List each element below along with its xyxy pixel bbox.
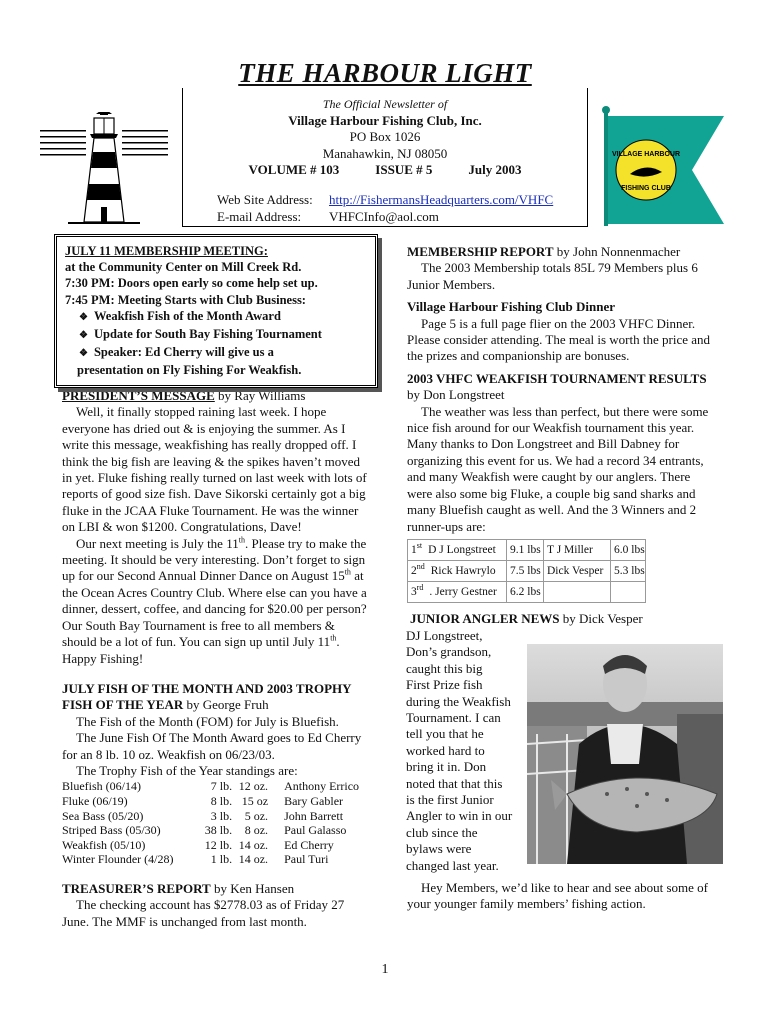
results-runner-up: T J Miller	[544, 539, 611, 560]
junior-line: during the Weakfish	[406, 693, 511, 709]
right-column	[407, 244, 717, 603]
web-label: Web Site Address:	[217, 191, 313, 207]
junior-line: DJ Longstreet,	[406, 628, 483, 643]
issue: ISSUE # 5	[375, 162, 433, 177]
meeting-bullet: ❖ Weakfish Fish of the Month Award	[65, 308, 367, 326]
junior-line: tell you that he	[406, 726, 484, 742]
svg-text:FISHING CLUB: FISHING CLUB	[621, 185, 671, 192]
meeting-last-line: presentation on Fly Fishing For Weakfish.	[77, 363, 302, 378]
trophy-lb: 1 lb.	[210, 852, 233, 867]
meeting-line2: 7:30 PM: Doors open early so come help set up.	[65, 276, 318, 291]
meeting-box	[54, 234, 378, 388]
membership-byline: by John Nonnenmacher	[553, 244, 681, 259]
contact-info	[217, 191, 587, 225]
email-address[interactable]: VHFCInfo@aol.com	[329, 208, 439, 224]
results-runner-up	[544, 581, 611, 602]
dinner-heading: Village Harbour Fishing Club Dinner	[407, 299, 616, 315]
junior-heading: JUNIOR ANGLER NEWS	[410, 611, 560, 626]
junior-line: is the first Junior	[406, 792, 494, 808]
fish-paragraph2: The June Fish Of The Month Award goes to Ed Cherry for an 8 lb. 10 oz. Weakfish on 06/23/03.	[62, 730, 362, 762]
page-number: 1	[381, 962, 389, 977]
junior-line: Don’s grandson,	[406, 644, 492, 660]
membership-heading: MEMBERSHIP REPORT	[407, 244, 554, 259]
dinner-paragraph: Page 5 is a full page flier on the 2003 VHFC Dinner. Please consider attending. The meal is worth the price and the prizes and companionship are bonuses.	[407, 315, 710, 364]
results-name: . Jerry Gestner	[429, 585, 497, 598]
junior-line: worked hard to	[406, 742, 485, 758]
trophy-table	[62, 779, 372, 867]
lighthouse-logo	[38, 112, 170, 226]
left-column	[62, 388, 372, 930]
results-row	[408, 560, 646, 581]
results-weight: 7.5 lbs	[507, 560, 544, 581]
junior-section	[410, 611, 720, 627]
trophy-row	[62, 852, 372, 867]
results-runner-up: Dick Vesper	[544, 560, 611, 581]
president-byline: by Ray Williams	[214, 388, 306, 403]
results-table	[407, 539, 646, 603]
address-line2: Manahawkin, NJ 08050	[322, 145, 448, 161]
fish-heading: JULY FISH OF THE MONTH AND 2003 TROPHY FISH OF THE YEAR	[62, 680, 352, 713]
trophy-fish: Striped Bass (05/30)	[62, 823, 161, 838]
junior-line: changed last year.	[406, 857, 499, 873]
results-name: D J Longstreet	[428, 543, 496, 556]
trophy-fish: Sea Bass (05/20)	[62, 808, 144, 823]
junior-line: bring it in. Don	[406, 759, 487, 775]
treasurer-paragraph: The checking account has $2778.03 as of Friday 27 June. The MMF is unchanged from last month.	[62, 897, 345, 929]
weakfish-heading: 2003 VHFC WEAKFISH TOURNAMENT RESULTS	[407, 370, 707, 386]
fish-byline: by George Fruh	[183, 697, 269, 713]
trophy-row	[62, 838, 372, 853]
email-label: E-mail Address:	[217, 208, 302, 224]
trophy-oz: 15 oz	[241, 793, 269, 808]
trophy-row	[62, 779, 372, 794]
address-line1: PO Box 1026	[349, 129, 421, 144]
junior-line: club since the	[406, 824, 478, 840]
trophy-angler: Bary Gabler	[284, 793, 344, 808]
junior-line: Angler to win in our	[406, 808, 513, 824]
trophy-oz: 8 oz.	[244, 823, 269, 838]
trophy-fish: Bluefish (06/14)	[62, 779, 141, 794]
junior-angler-photo	[527, 644, 723, 864]
junior-closing-paragraph: Hey Members, we’d like to hear and see about some of your younger family members’ fishing action.	[407, 880, 708, 912]
president-paragraph1: Well, it finally stopped raining last week. I hope everyone has dried out & is enjoying the summer. As I write this message, weakfishing has really dropped off. I think the big fish are leaving & the spikes haven’t moved in yet. Fluke fishing really turned on last week with lots of reports of good size fish. Dave Sikorski certainly got a big fluke in the JCAA Fluke Tournament. He was the winner on LBI & won $1200. Congratulations, Dave!	[62, 404, 367, 535]
newsletter-title: THE HARBOUR LIGHT	[238, 58, 532, 88]
treasurer-byline: by Ken Hansen	[210, 880, 295, 896]
meeting-bullet: ❖ Update for South Bay Fishing Tournament	[65, 326, 367, 344]
trophy-row	[62, 794, 372, 809]
club-flag-logo	[600, 104, 728, 228]
junior-closing	[407, 880, 719, 913]
meeting-heading: JULY 11 MEMBERSHIP MEETING:	[65, 244, 268, 258]
treasurer-heading: TREASURER’S REPORT	[62, 880, 211, 896]
trophy-fish: Winter Flounder (4/28)	[62, 852, 174, 867]
results-row	[408, 539, 646, 560]
president-paragraph2: Our next meeting is July the 11th. Please try to make the meeting. It should be very interesting. Don’t forget to sign up for our Second Annual Dinner Dance on August 15th at the Ocean Acres Country Club. Where else can you have a dinner, dessert, coffee, and dancing for $20.00 per person? Our South Bay Tournament is free to all members & should be a lot of fun. You can sign up until July 11th. Happy Fishing!	[62, 535, 367, 666]
flag-text: VILLAGE HARBOUR	[611, 151, 681, 158]
results-weight: 9.1 lbs	[507, 539, 544, 560]
trophy-oz: 14 oz.	[238, 852, 269, 867]
junior-text	[406, 628, 530, 874]
trophy-fish: Fluke (06/19)	[62, 793, 128, 808]
club-name: Village Harbour Fishing Club, Inc.	[288, 112, 482, 128]
trophy-row	[62, 823, 372, 838]
president-heading: PRESIDENT’S MESSAGE	[62, 388, 215, 403]
results-runner-up-weight: 5.3 lbs	[611, 560, 646, 581]
trophy-angler: Anthony Errico	[284, 779, 360, 794]
results-runner-up-weight: 6.0 lbs	[611, 539, 646, 560]
results-place: 2nd Rick Hawrylo	[408, 560, 507, 581]
trophy-angler: Paul Turi	[284, 852, 329, 867]
trophy-lb: 8 lb.	[210, 793, 233, 808]
junior-line: noted that that this	[406, 775, 503, 791]
results-row	[408, 581, 646, 602]
trophy-lb: 38 lb.	[204, 823, 233, 838]
membership-paragraph: The 2003 Membership totals 85L 79 Members plus 6 Junior Members.	[407, 260, 698, 292]
meeting-bullet: ❖ Speaker: Ed Cherry will give us a	[65, 344, 367, 362]
volume-line	[183, 162, 587, 179]
trophy-row	[62, 809, 372, 824]
trophy-lb: 3 lb.	[210, 808, 233, 823]
weakfish-paragraph: The weather was less than perfect, but there were some nice fish around for our Weakfish tournament this year. Many thanks to Don Longstreet and Bill Dabney for organizing this event for us. We had a record 34 entrants, and many Weakfish were caught by our anglers. There were also some big Fluke, a couple big sand sharks and many Bluefish caught as well. And the 3 Winners and 2 runner-ups are:	[407, 403, 709, 534]
results-place: 3rd . Jerry Gestner	[408, 581, 507, 602]
trophy-angler: Ed Cherry	[284, 837, 334, 852]
fish-paragraph1: The Fish of the Month (FOM) for July is Bluefish.	[76, 713, 339, 729]
masthead-subtitle: The Official Newsletter of	[322, 97, 448, 111]
issue-date: July 2003	[468, 162, 522, 177]
fish-paragraph3: The Trophy Fish of the Year standings are:	[76, 762, 298, 778]
junior-line: caught this big	[406, 660, 483, 676]
masthead	[182, 88, 588, 227]
junior-line: Tournament. I can	[406, 710, 501, 726]
junior-line: First Prize fish	[406, 677, 483, 693]
junior-byline: by Dick Vesper	[559, 611, 643, 626]
volume: VOLUME # 103	[248, 162, 340, 177]
junior-line: bylaws were	[406, 841, 472, 857]
results-place: 1st D J Longstreet	[408, 539, 507, 560]
results-name: Rick Hawrylo	[430, 564, 496, 577]
trophy-angler: Paul Galasso	[284, 823, 347, 838]
trophy-lb: 7 lb.	[210, 779, 233, 794]
trophy-oz: 12 oz.	[238, 779, 269, 794]
trophy-fish: Weakfish (05/10)	[62, 837, 146, 852]
results-weight: 6.2 lbs	[507, 581, 544, 602]
web-link[interactable]: http://FishermansHeadquarters.com/VHFC	[329, 191, 554, 207]
trophy-oz: 14 oz.	[238, 837, 269, 852]
weakfish-byline: by Don Longstreet	[407, 387, 505, 403]
trophy-lb: 12 lb.	[204, 837, 233, 852]
meeting-line1: at the Community Center on Mill Creek Rd.	[65, 260, 302, 275]
trophy-angler: John Barrett	[284, 808, 344, 823]
results-runner-up-weight	[611, 581, 646, 602]
trophy-oz: 5 oz.	[244, 808, 269, 823]
meeting-line3: 7:45 PM: Meeting Starts with Club Business:	[65, 292, 306, 307]
